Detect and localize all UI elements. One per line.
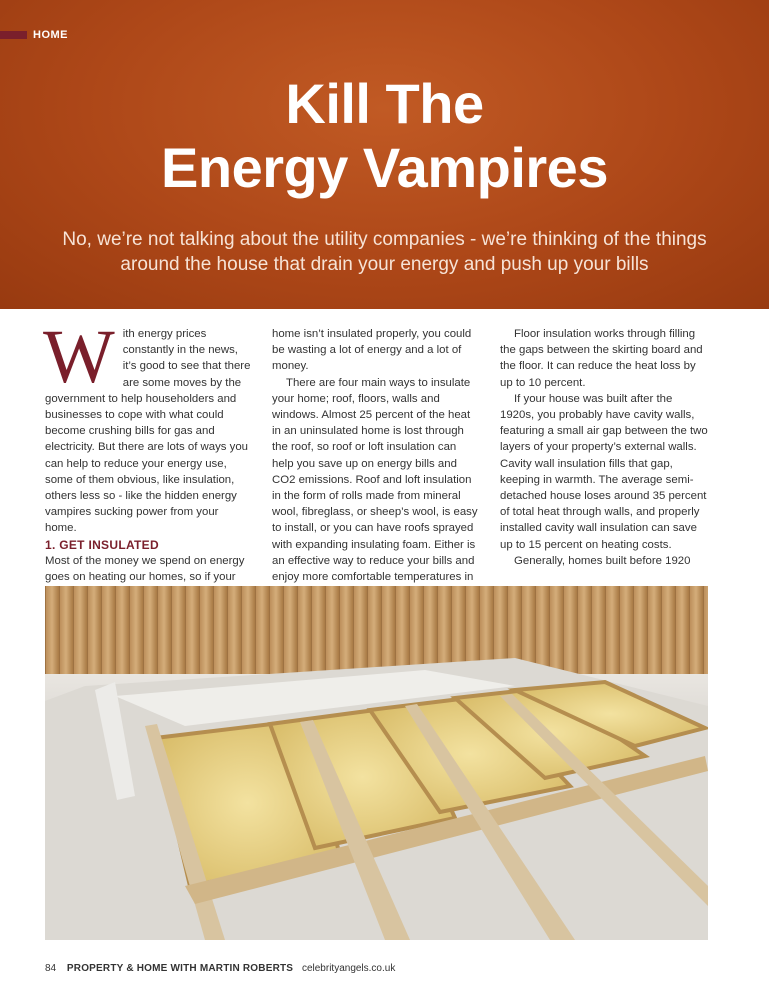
website-link[interactable]: celebrityangels.co.uk [301, 963, 396, 974]
page-footer [45, 962, 395, 976]
section-heading: 1. GET INSULATED [45, 537, 159, 552]
article-title [0, 72, 769, 200]
drop-cap: W [43, 315, 115, 399]
insulation-photo [45, 586, 708, 940]
text-column-2 [272, 326, 480, 601]
text-column-3 [500, 326, 708, 569]
page-number: 84 [45, 963, 57, 974]
header-banner [0, 0, 769, 309]
intro-paragraph [43, 315, 253, 537]
paragraph-part-b: home isn’t insulated properly, you could be wasting a lot of energy and a lot of money. [272, 328, 472, 373]
section-marker [0, 31, 27, 39]
article-subtitle: No, we’re not talking about the utility companies - we’re thinking of the things around the house that drain your energy and push up your bills [62, 229, 707, 275]
paragraph-pre-1920: Generally, homes built before 1920 [514, 554, 691, 567]
section-tag[interactable]: HOME [33, 29, 68, 41]
magazine-name: PROPERTY & HOME WITH MARTIN ROBERTS [66, 963, 294, 974]
text-column-1 [43, 315, 253, 585]
intro-text: ith energy prices constantly in the news, it’s good to see that there are some moves by the government to help householders and businesses to cope with what could become crushing bills for gas and electricity. But there are lots of ways you can help to reduce your energy use, some of them obvious, like insulation, others less so - like the hidden energy vampires sucking power from your home. [45, 328, 251, 535]
paragraph-floor-insulation: Floor insulation works through filling the gaps between the skirting board and the floor. It can reduce the heat loss by up to 10 percent. [500, 328, 703, 389]
title-line-2: Energy Vampires [161, 136, 608, 199]
paragraph-cavity-walls: If your house was built after the 1920s, you probably have cavity walls, featuring a small air gap between the two layers of your property’s external walls. Cavity wall insulation fills that gap, keeping in warmth. The average semi-detached house loses around 35 percent of total heat through walls, and properly installed cavity wall insulation can save up to 15 percent on heating costs. [500, 392, 708, 551]
paragraph-part-a: Most of the money we spend on energy goes on heating our homes, so if your [45, 554, 245, 583]
title-line-1: Kill The [285, 72, 484, 135]
paragraph-insulation-ways: There are four main ways to insulate your home; roof, floors, walls and windows. Almost 25 percent of the heat in an uninsulated home is lost through the roof, so roof or loft insulation can help you save up on energy bills and CO2 emissions. Roof and loft insulation in the form of rolls made from mineral wool, fibreglass, or sheep’s wool, is easy to install, or you can have roofs sprayed with expanding insulating foam. Either is an effective way to reduce your bills and enjoy more comfortable temperatures in [272, 376, 478, 584]
